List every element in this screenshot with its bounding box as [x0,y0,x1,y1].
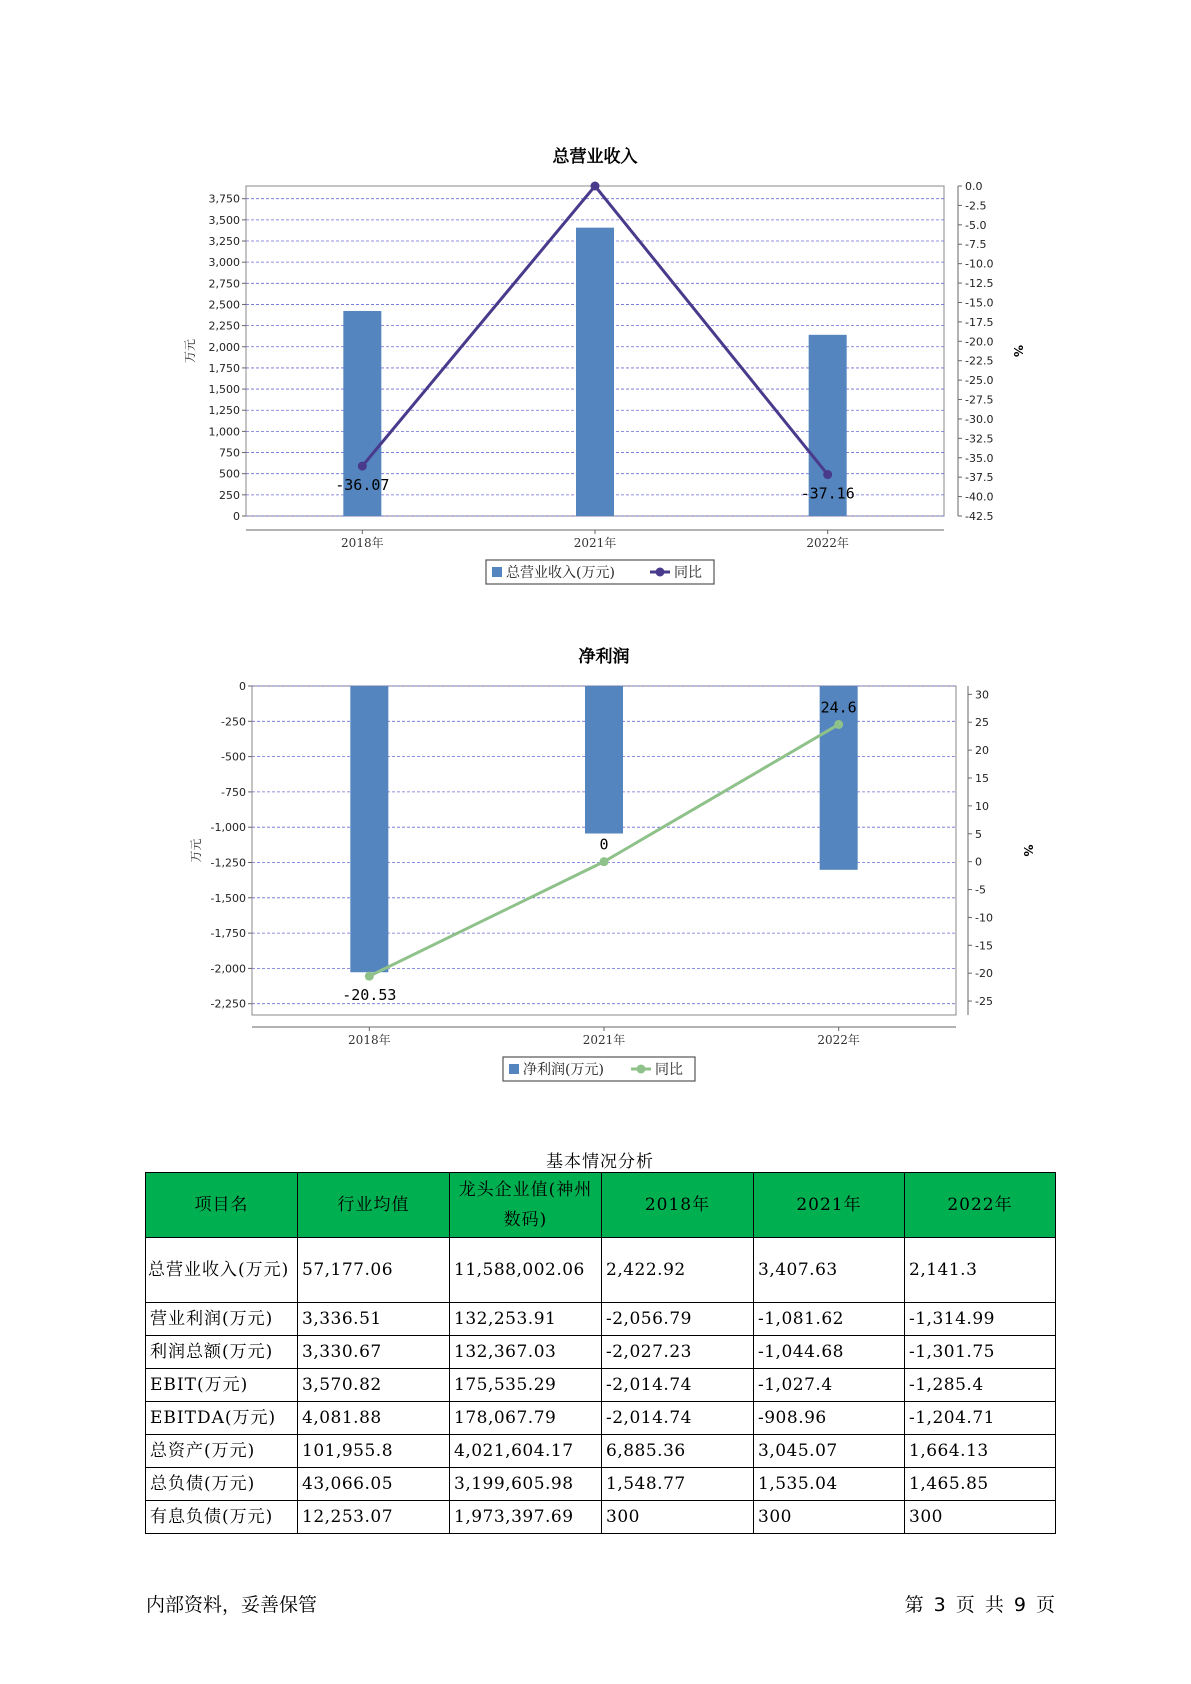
header-2018: 2018年 [602,1173,754,1238]
y2-tick-label: 15 [975,772,989,786]
row-label: 总负债(万元) [146,1468,298,1501]
y-axis-label: 万元 [189,838,203,863]
y-tick-label: 250 [219,488,240,502]
data-label: -20.53 [342,986,397,1005]
y2-tick-label: -32.5 [965,432,994,446]
header-item-name: 项目名 [146,1173,298,1238]
table-cell: 4,021,604.17 [450,1435,602,1468]
net-profit-chart-svg [0,640,1191,1100]
y-tick-label: -1,750 [210,927,246,941]
table-cell: -1,044.68 [754,1336,905,1369]
table-cell: -1,301.75 [905,1336,1056,1369]
revenue-chart-svg [0,140,1191,600]
table-cell: 300 [905,1501,1056,1534]
table-row [146,1402,1056,1435]
row-label: 总资产(万元) [146,1435,298,1468]
y-tick-label: 2,000 [208,340,240,354]
y-tick-label: -2,250 [210,997,246,1011]
y2-tick-label: -17.5 [965,315,994,329]
footer-confidential-note: 内部资料，妥善保管 [146,1594,318,1616]
table-cell: 6,885.36 [602,1435,754,1468]
legend-line-label: 同比 [655,1062,683,1078]
x-tick-label: 2018年 [341,536,384,550]
net-profit-chart [0,640,1191,1100]
y2-tick-label: 20 [975,744,989,758]
y-axis-label: 万元 [183,338,197,364]
y2-tick-label: 25 [975,716,989,730]
table-cell: -1,204.71 [905,1402,1056,1435]
table-cell: 300 [602,1501,754,1534]
table-cell: -908.96 [754,1402,905,1435]
header-2022: 2022年 [905,1173,1056,1238]
row-label: 利润总额(万元) [146,1336,298,1369]
table-cell: 11,588,002.06 [450,1238,602,1303]
table-cell: 132,367.03 [450,1336,602,1369]
table-cell: 2,141.3 [905,1238,1056,1303]
table-row [146,1303,1056,1336]
table-cell: 12,253.07 [298,1501,450,1534]
y2-tick-label: -42.5 [965,510,994,523]
chart-title: 总营业收入 [552,147,638,167]
y-tick-label: 2,250 [208,319,240,333]
y2-tick-label: -5 [975,883,986,897]
table-cell: -2,056.79 [602,1303,754,1336]
data-label: 0 [599,835,609,854]
bar-2021年 [585,686,623,834]
table-cell: -1,314.99 [905,1303,1056,1336]
y2-tick-label: -5.0 [965,218,987,232]
x-tick-label: 2021年 [573,536,617,550]
y2-axis-label: % [1011,344,1025,358]
legend-bar-label: 净利润(万元) [523,1062,604,1078]
y-tick-label: 2,750 [208,277,240,291]
footer-page-number: 第 3 页 共 9 页 [904,1594,1055,1616]
x-tick-label: 2022年 [806,536,849,550]
table-cell: 3,407.63 [754,1238,905,1303]
row-label: EBITDA(万元) [146,1402,298,1435]
y2-tick-label: -2.5 [965,199,987,213]
yoy-point [591,182,600,191]
y2-tick-label: 0.0 [965,180,983,193]
y2-tick-label: -15 [975,939,993,953]
yoy-point [823,470,832,479]
basic-analysis-table [145,1172,1056,1534]
data-label: 24.6 [820,698,857,717]
x-tick-label: 2018年 [348,1033,391,1047]
data-label: -37.16 [800,484,855,503]
y-tick-label: 1,750 [208,361,240,375]
table-cell: 3,045.07 [754,1435,905,1468]
y2-tick-label: 5 [975,827,982,841]
table-cell: 175,535.29 [450,1369,602,1402]
y2-tick-label: -10.0 [965,257,994,271]
table-cell: -2,027.23 [602,1336,754,1369]
y2-tick-label: -30.0 [965,412,994,426]
y2-tick-label: -37.5 [965,471,994,485]
y-tick-label: 1,500 [208,383,240,397]
table-cell: 1,535.04 [754,1468,905,1501]
y2-tick-label: -27.5 [965,393,994,407]
table-row [146,1369,1056,1402]
y-tick-label: 0 [233,510,240,523]
header-leader-value: 龙头企业值(神州数码) [450,1173,602,1238]
table-cell: 3,199,605.98 [450,1468,602,1501]
legend-line-marker [637,1065,646,1074]
legend [503,1057,695,1081]
y-tick-label: 3,500 [208,213,240,227]
y-tick-label: 1,000 [208,425,240,439]
y-tick-label: -500 [221,750,246,764]
row-label: 有息负债(万元) [146,1501,298,1534]
y-tick-label: 3,250 [208,235,240,248]
row-label: 营业利润(万元) [146,1303,298,1336]
table-cell: 1,548.77 [602,1468,754,1501]
y-tick-label: 500 [219,467,240,481]
y-tick-label: -1,500 [210,891,246,905]
table-cell: 101,955.8 [298,1435,450,1468]
y-tick-label: 2,500 [208,298,240,312]
legend-bar-label: 总营业收入(万元) [506,565,615,581]
y-tick-label: 3,000 [208,256,240,270]
table-cell: -1,285.4 [905,1369,1056,1402]
table-cell: 1,465.85 [905,1468,1056,1501]
table-cell: 3,330.67 [298,1336,450,1369]
table-row [146,1501,1056,1534]
table-header-row [146,1173,1056,1238]
y2-tick-label: -15.0 [965,296,994,310]
y2-tick-label: -20.0 [965,335,994,349]
bar-2018年 [350,686,388,972]
y2-tick-label: -7.5 [965,238,987,252]
y2-tick-label: -35.0 [965,451,994,465]
table-cell: -1,027.4 [754,1369,905,1402]
legend-line-marker [656,568,665,577]
table-cell: 132,253.91 [450,1303,602,1336]
table-cell: 43,066.05 [298,1468,450,1501]
table-cell: 3,336.51 [298,1303,450,1336]
table-cell: 4,081.88 [298,1402,450,1435]
table-cell: 2,422.92 [602,1238,754,1303]
y2-tick-label: -10 [975,911,993,925]
table-row [146,1336,1056,1369]
table-body [146,1238,1056,1534]
y2-tick-label: -22.5 [965,354,994,368]
row-label: EBIT(万元) [146,1369,298,1402]
y2-tick-label: -40.0 [965,490,994,504]
legend-bar-swatch [492,567,502,577]
y2-tick-label: -25.0 [965,374,994,388]
y-tick-label: 3,750 [208,192,240,206]
yoy-point [358,462,367,471]
y-tick-label: 0 [239,680,246,693]
data-label: -36.07 [335,476,390,495]
legend [486,560,714,584]
y-tick-label: 1,250 [208,404,240,418]
table-cell: -1,081.62 [754,1303,905,1336]
header-industry-average: 行业均值 [298,1173,450,1238]
y2-tick-label: 30 [975,688,989,702]
table-cell: 3,570.82 [298,1369,450,1402]
legend-bar-swatch [509,1064,519,1074]
y-tick-label: -1,250 [210,856,246,870]
yoy-point [600,857,609,866]
chart-title: 净利润 [578,647,630,667]
table-cell: 300 [754,1501,905,1534]
y2-tick-label: -20 [975,967,993,981]
table-caption: 基本情况分析 [546,1152,654,1172]
y2-tick-label: 10 [975,799,989,813]
y2-tick-label: 0 [975,855,982,869]
header-2021: 2021年 [754,1173,905,1238]
y-tick-label: -2,000 [210,962,246,976]
y-tick-label: 750 [219,446,240,460]
table-row [146,1238,1056,1303]
table-cell: 57,177.06 [298,1238,450,1303]
table-row [146,1435,1056,1468]
y-tick-label: -250 [221,715,246,729]
row-label: 总营业收入(万元) [146,1238,298,1303]
y2-axis-label: % [1021,844,1035,857]
x-tick-label: 2022年 [817,1033,860,1047]
yoy-point [834,720,843,729]
y-tick-label: -1,000 [210,821,246,835]
y2-tick-label: -12.5 [965,277,994,291]
yoy-point [365,972,374,981]
x-tick-label: 2021年 [582,1033,626,1047]
table-row [146,1468,1056,1501]
table-cell: -2,014.74 [602,1402,754,1435]
table-cell: -2,014.74 [602,1369,754,1402]
table-cell: 1,664.13 [905,1435,1056,1468]
legend-line-label: 同比 [674,565,702,581]
revenue-chart [0,140,1191,600]
bar-2021年 [576,228,614,516]
table-cell: 1,973,397.69 [450,1501,602,1534]
y2-tick-label: -25 [975,995,993,1009]
y-tick-label: -750 [221,785,246,799]
table-cell: 178,067.79 [450,1402,602,1435]
